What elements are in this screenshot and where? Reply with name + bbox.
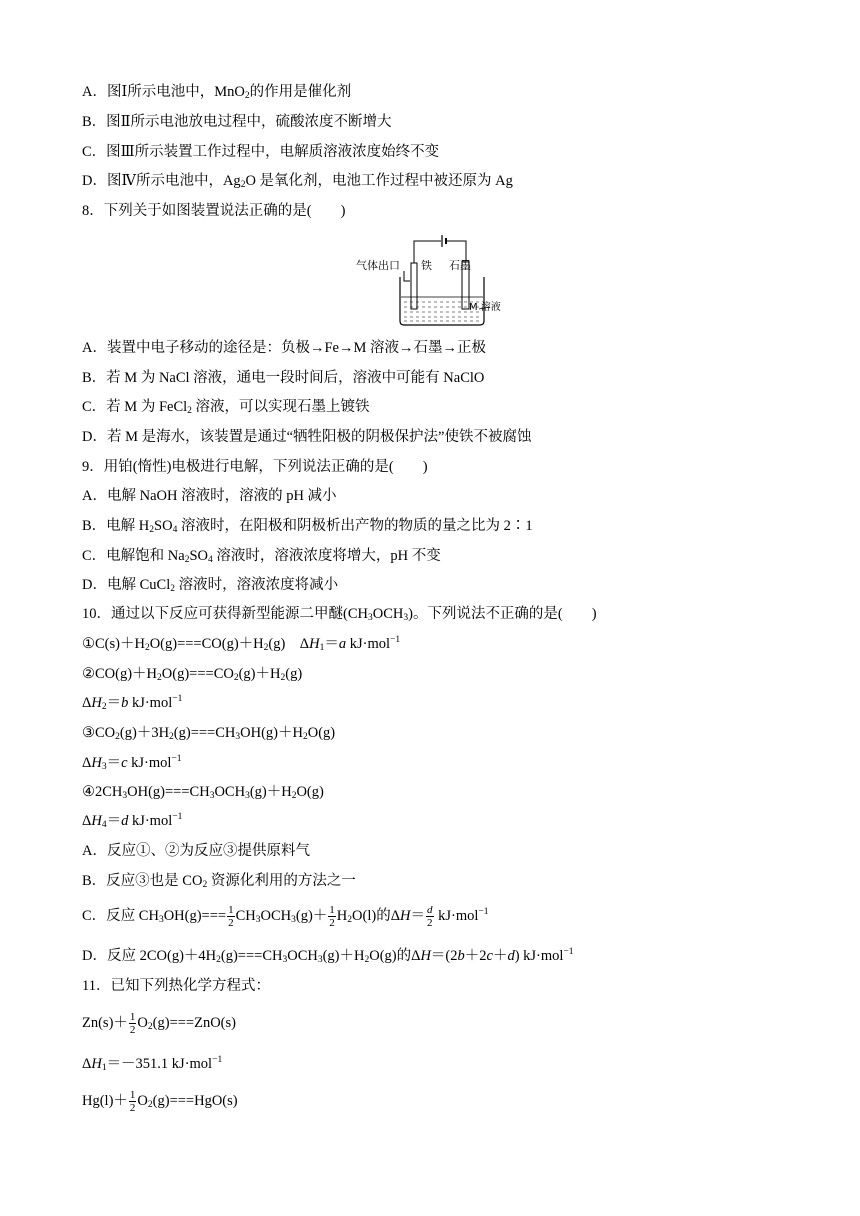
q10-dh2: $\Delta H_2=b$ kJ·mol$^{-1}$ [82,694,183,712]
q11-dh1: $\Delta H_1=-351.1$ kJ·mol$^{-1}$ [82,1055,223,1073]
q8-option-c: C．若 M 为 FeCl$_2$ 溶液，可以实现石墨上镀铁 [82,399,370,416]
q10-reaction-4: $④2CH_3OH(g)===CH_3OCH_3(g)+H_2O(g)$ [82,784,324,801]
q8-option-b: B．若 M 为 NaCl 溶液，通电一段时间后，溶液中可能有 NaClO [82,370,485,386]
q9-option-b: B．电解 $H_2SO_4$ 溶液时，在阳极和阴极析出产物的物质的量之比为 2∶1 [82,518,533,535]
q7-option-b: B．图Ⅱ所示电池放电过程中，硫酸浓度不断增大 [82,114,392,130]
q11-stem: 11．已知下列热化学方程式： [82,978,270,994]
q9-stem: 9．用铂(惰性)电极进行电解，下列说法正确的是( ) [82,459,428,475]
q7-option-d: D．图Ⅳ所示电池中，$Ag_2O$ 是氧化剂，电池工作过程中被还原为 Ag [82,173,513,190]
q10-stem: 10．通过以下反应可获得新型能源二甲醚$(CH_3OCH_3)$。下列说法不正确的是( ) [82,606,597,623]
q9-option-a: A．电解 NaOH 溶液时，溶液的 pH 减小 [82,488,337,504]
q8-option-d: D．若 M 是海水，该装置是通过“牺牲阳极的阴极保护法”使铁不被腐蚀 [82,429,532,445]
q7-option-c: C．图Ⅲ所示装置工作过程中，电解质溶液浓度始终不变 [82,144,440,160]
electrolysis-figure [352,231,512,327]
iron-electrode-label: 铁 [421,259,432,272]
q8-option-a: A．装置中电子移动的途径是：负极→Fe→M 溶液→石墨→正极 [82,340,486,356]
q10-reaction-1: $①C(s)+H_2O(g)===CO(g)+H_2(g)$ $\Delta H_1=a$ kJ·mol$^{-1}$ [82,635,401,653]
q7-option-a: A．图Ⅰ所示电池中，MnO$_2$的作用是催化剂 [82,84,352,101]
q8-stem: 8．下列关于如图装置说法正确的是( ) [82,203,346,219]
q10-option-b: B．反应③也是 $CO_2$ 资源化利用的方法之一 [82,873,356,890]
q10-reaction-3: $③CO_2(g)+3H_2(g)===CH_3OH(g)+H_2O(g)$ [82,725,336,742]
q10-dh4: $\Delta H_4=d$ kJ·mol$^{-1}$ [82,812,183,830]
q9-option-c: C．电解饱和 $Na_2SO_4$ 溶液时，溶液浓度将增大，pH 不变 [82,548,441,565]
q9-option-d: D．电解 CuCl$_2$ 溶液时，溶液浓度将减小 [82,577,339,594]
q11-equation-2: Hg(l)＋ $\frac{1}{2}$ $O_2(g)===HgO(s)$ [82,1089,238,1115]
q11-equation-1: Zn(s)＋ $\frac{1}{2}$ $O_2(g)===ZnO(s)$ [82,1011,236,1037]
gas-outlet-label: 气体出口 [356,259,400,272]
q10-reaction-2: $②CO(g)+H_2O(g)===CO_2(g)+H_2(g)$ [82,666,303,683]
graphite-electrode-label: 石墨 [449,259,471,272]
q10-option-d: D．反应 $2CO(g)+4H_2(g)===CH_3OCH_3(g)+H_2O(g)$的ΔH＝(2b＋2c＋d) kJ·mol$^{-1}$ [82,947,574,965]
solution-label: M 溶液 [469,302,501,313]
q10-dh3: $\Delta H_3=c$ kJ·mol$^{-1}$ [82,754,182,772]
q10-option-a: A．反应①、②为反应③提供原料气 [82,843,310,859]
q10-option-c: C．反应 $CH_3OH(g)===$ $\frac{1}{2}$ $CH_3OCH_3(g)+$ $\frac{1}{2}$ $H_2O(l)$的ΔH＝ $\frac{d}{2}$ kJ·mol$^{-1}$ [82,904,489,930]
